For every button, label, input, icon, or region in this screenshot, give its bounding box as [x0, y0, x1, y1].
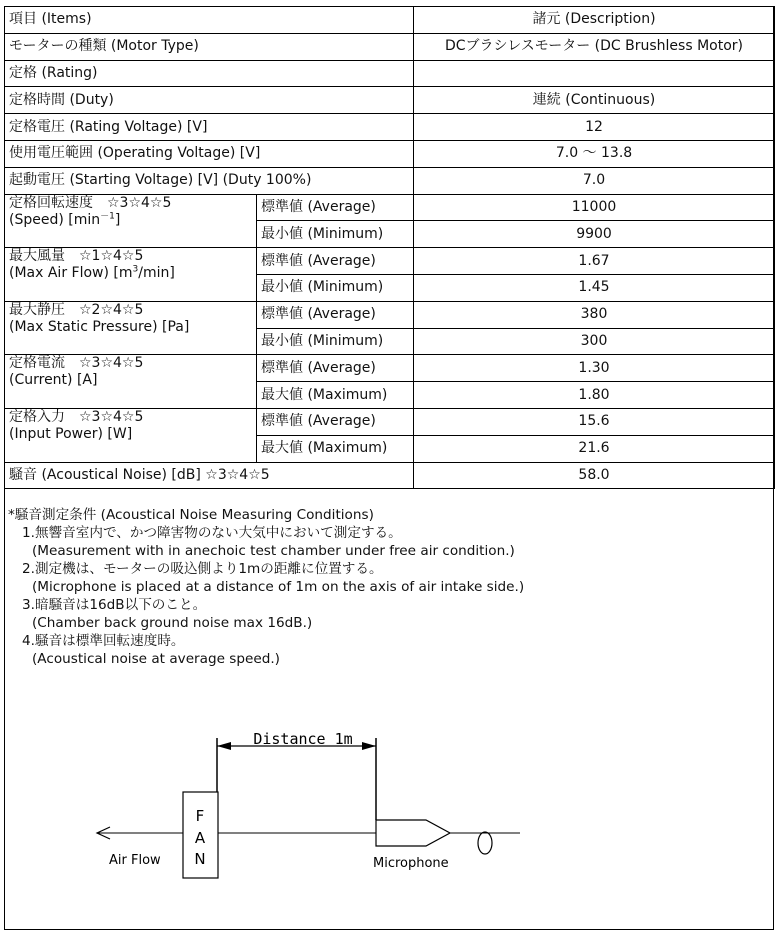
note-4: 4.騒音は標準回転速度時。	[22, 633, 185, 649]
current-average-value: 1.30	[414, 355, 775, 382]
distance-arrow-left	[217, 742, 231, 750]
noise-label: 騒音 (Acoustical Noise) [dB] ☆3☆4☆5	[5, 462, 414, 489]
power-label-jp: 定格入力 ☆3☆4☆5	[9, 408, 144, 425]
row-value: 7.0	[414, 167, 775, 194]
airflow-minimum-label: 最小値 (Minimum)	[257, 274, 414, 301]
note-2-en: (Microphone is placed at a distance of 1m on the axis of air intake side.)	[32, 579, 525, 595]
airflow-average-value: 1.67	[414, 248, 775, 275]
distance-label: Distance 1m	[253, 730, 353, 748]
note-3-en: (Chamber back ground noise max 16dB.)	[32, 615, 313, 631]
pressure-minimum-label: 最小値 (Minimum)	[257, 328, 414, 355]
row-value: 12	[414, 114, 775, 141]
power-maximum-label: 最大値 (Maximum)	[257, 435, 414, 462]
speed-average-value: 11000	[414, 194, 775, 221]
speed-minimum-value: 9900	[414, 221, 775, 248]
note-4-en: (Acoustical noise at average speed.)	[32, 651, 280, 667]
speed-minimum-label: 最小値 (Minimum)	[257, 221, 414, 248]
power-label-en: (Input Power) [W]	[9, 425, 133, 442]
row-label: モーターの種類 (Motor Type)	[5, 33, 414, 60]
pressure-average-value: 380	[414, 301, 775, 328]
note-3: 3.暗騒音は16dB以下のこと。	[22, 597, 207, 613]
row-label: 起動電圧 (Starting Voltage) [V] (Duty 100%)	[5, 167, 414, 194]
microphone-icon	[376, 820, 450, 846]
row-label: 定格電圧 (Rating Voltage) [V]	[5, 114, 414, 141]
current-average-label: 標準値 (Average)	[257, 355, 414, 382]
airflow-label-jp: 最大風量 ☆1☆4☆5	[9, 248, 144, 265]
power-average-label: 標準値 (Average)	[257, 408, 414, 435]
fan-letter-n: N	[194, 850, 206, 868]
fan-letter-f: F	[195, 807, 205, 825]
row-label: 定格 (Rating)	[5, 60, 414, 87]
microphone-label: Microphone	[373, 856, 449, 871]
fan-letter-a: A	[194, 829, 206, 847]
note-1-en: (Measurement with in anechoic test chamber under free air condition.)	[32, 543, 515, 559]
airflow-label: Air Flow	[109, 853, 161, 868]
distance-arrow-right	[362, 742, 376, 750]
row-label: 使用電圧範囲 (Operating Voltage) [V]	[5, 140, 414, 167]
power-average-value: 15.6	[414, 408, 775, 435]
row-value: 連続 (Continuous)	[414, 87, 775, 114]
row-label: 定格時間 (Duty)	[5, 87, 414, 114]
row-value: 7.0 ～ 13.8	[414, 140, 775, 167]
pressure-minimum-value: 300	[414, 328, 775, 355]
speed-label-jp: 定格回転速度 ☆3☆4☆5	[9, 194, 172, 211]
current-label-jp: 定格電流 ☆3☆4☆5	[9, 355, 144, 372]
noise-value: 58.0	[414, 462, 775, 489]
speed-average-label: 標準値 (Average)	[257, 194, 414, 221]
current-label-en: (Current) [A]	[9, 372, 98, 389]
current-maximum-value: 1.80	[414, 382, 775, 409]
notes-title: *騒音測定条件 (Acoustical Noise Measuring Conditions)	[8, 507, 374, 523]
airflow-minimum-value: 1.45	[414, 274, 775, 301]
cable-loop-icon	[478, 832, 492, 854]
pressure-label-en: (Max Static Pressure) [Pa]	[9, 318, 190, 335]
power-maximum-value: 21.6	[414, 435, 775, 462]
pressure-average-label: 標準値 (Average)	[257, 301, 414, 328]
header-description: 諸元 (Description)	[414, 7, 775, 34]
current-maximum-label: 最大値 (Maximum)	[257, 382, 414, 409]
airflow-label-en: (Max Air Flow) $[m^3/\min]$	[9, 264, 175, 282]
speed-label-en: (Speed) $[\min^{-1}]$	[9, 210, 121, 228]
note-1: 1.無響音室内で、かつ障害物のない大気中において測定する。	[22, 525, 402, 541]
header-item: 項目 (Items)	[5, 7, 414, 34]
note-2: 2.測定機は、モーターの吸込側より1mの距離に位置する。	[22, 561, 383, 577]
row-value: DCブラシレスモーター (DC Brushless Motor)	[414, 33, 775, 60]
pressure-label-jp: 最大静圧 ☆2☆4☆5	[9, 301, 144, 318]
airflow-average-label: 標準値 (Average)	[257, 248, 414, 275]
